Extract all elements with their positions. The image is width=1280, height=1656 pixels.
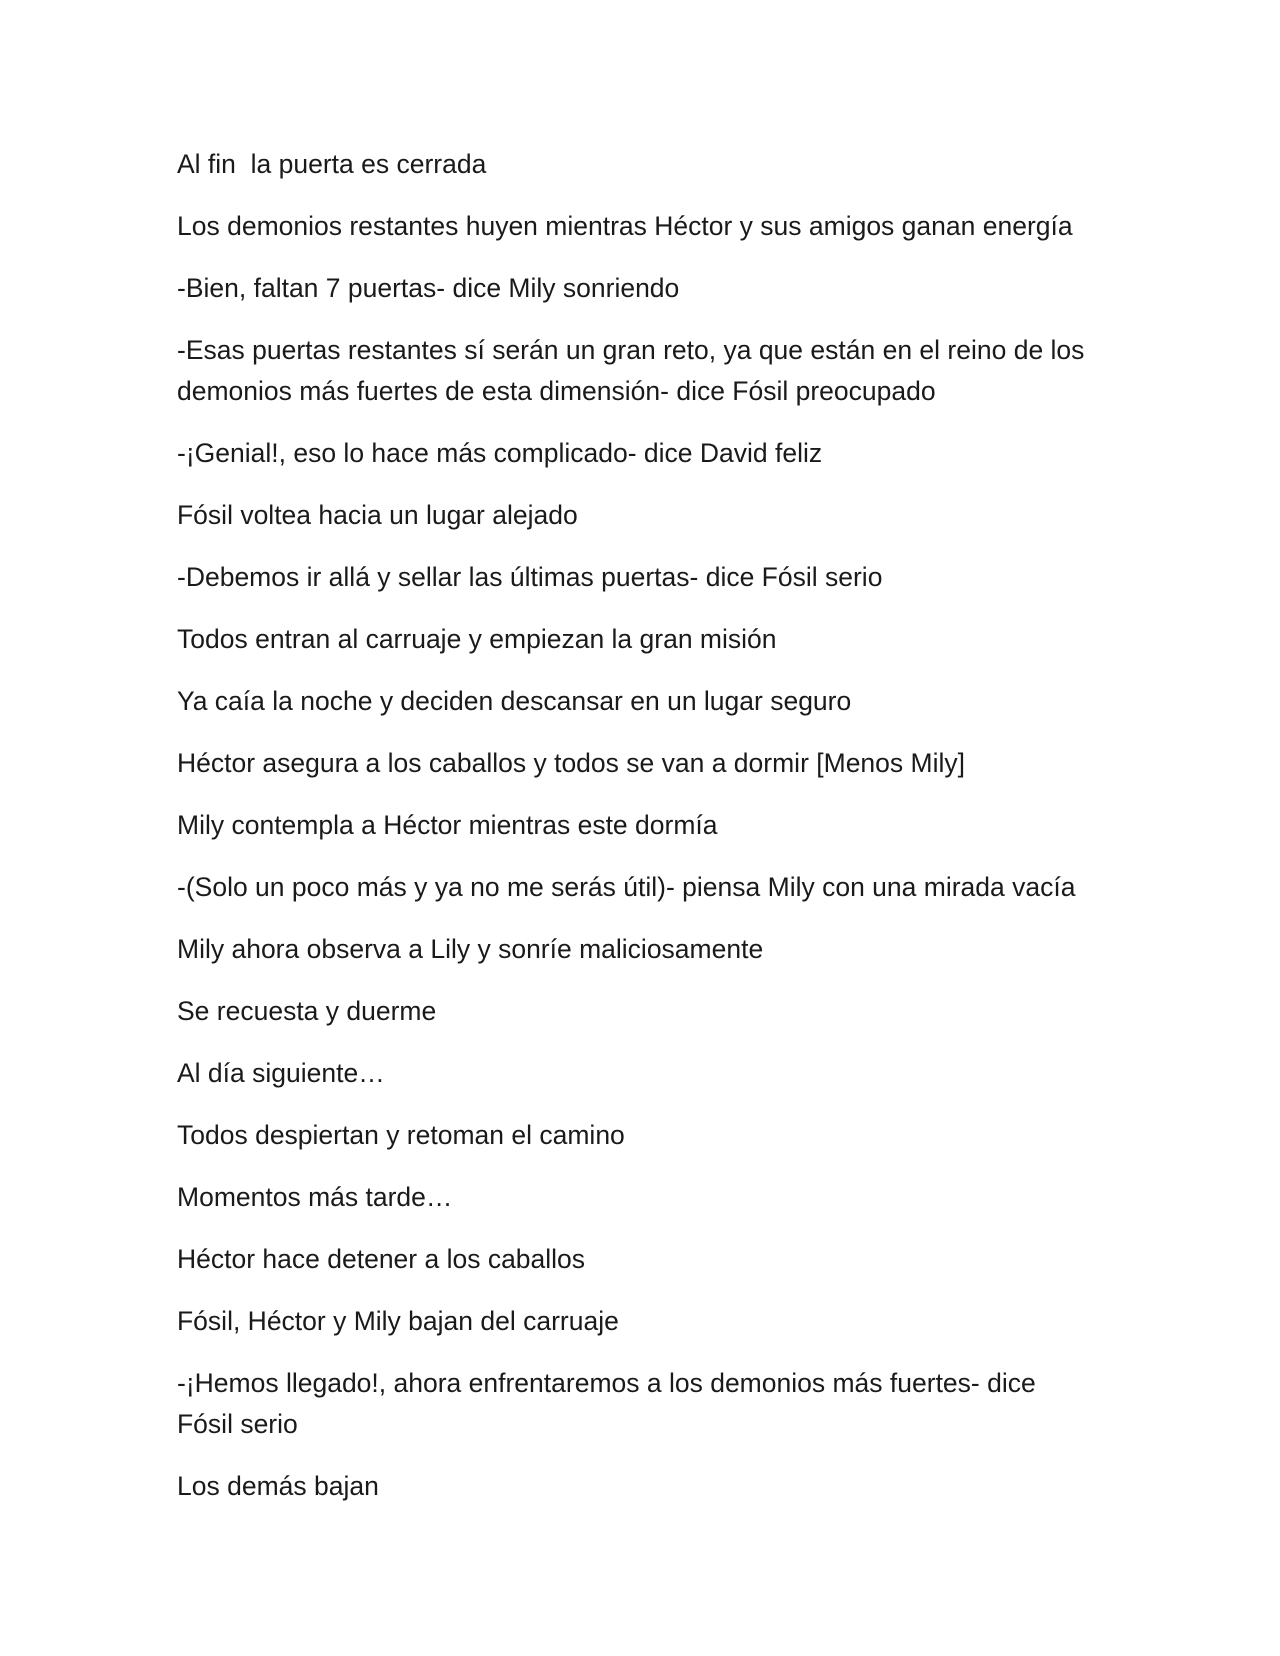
paragraph: Al fin la puerta es cerrada [177, 149, 487, 179]
paragraph: Mily contempla a Héctor mientras este dormía [177, 810, 718, 840]
paragraph: Momentos más tarde… [177, 1182, 453, 1212]
paragraph: Héctor asegura a los caballos y todos se van a dormir [Menos Mily] [177, 748, 965, 778]
paragraph: -¡Genial!, eso lo hace más complicado- dice David feliz [177, 438, 823, 468]
paragraph: -Debemos ir allá y sellar las últimas puertas- dice Fósil serio [177, 562, 883, 592]
paragraph: Los demás bajan [177, 1471, 379, 1501]
paragraph: Los demonios restantes huyen mientras Héctor y sus amigos ganan energía [177, 211, 1073, 241]
paragraph: Héctor hace detener a los caballos [177, 1244, 586, 1274]
paragraph: -Esas puertas restantes sí serán un gran reto, ya que están en el reino de los demonios más fuertes de esta dimensión- dice Fósil preocupado [177, 335, 1092, 406]
paragraph: -Bien, faltan 7 puertas- dice Mily sonriendo [177, 273, 680, 303]
paragraph: Todos entran al carruaje y empiezan la gran misión [177, 624, 777, 654]
paragraph: Fósil, Héctor y Mily bajan del carruaje [177, 1306, 619, 1336]
paragraph: Todos despiertan y retoman el camino [177, 1120, 625, 1150]
paragraph: -¡Hemos llegado!, ahora enfrentaremos a los demonios más fuertes- dice Fósil serio [177, 1368, 1044, 1439]
paragraph: Fósil voltea hacia un lugar alejado [177, 500, 578, 530]
paragraph: Ya caía la noche y deciden descansar en un lugar seguro [177, 686, 852, 716]
document-body [177, 144, 1097, 1528]
paragraph: -(Solo un poco más y ya no me serás útil)- piensa Mily con una mirada vacía [177, 872, 1076, 902]
paragraph: Se recuesta y duerme [177, 996, 437, 1026]
paragraph: Al día siguiente… [177, 1058, 385, 1088]
paragraph: Mily ahora observa a Lily y sonríe maliciosamente [177, 934, 764, 964]
